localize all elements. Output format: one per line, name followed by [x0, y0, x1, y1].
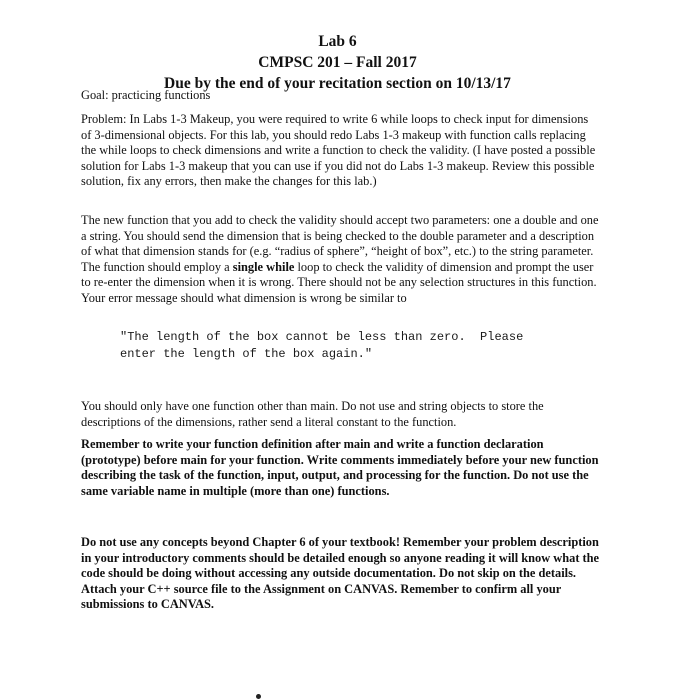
page-mark [256, 694, 261, 699]
code-line-1: "The length of the box cannot be less than zero. Please [120, 330, 524, 344]
single-while-emphasis: single while [232, 259, 295, 274]
course-title: CMPSC 201 – Fall 2017 [258, 54, 417, 71]
single-function-paragraph: You should only have one function other than main. Do not use and string objects to store the descriptions of the dimensions, rather send a literal constant to the function. [81, 399, 544, 429]
new-function-paragraph [81, 213, 601, 307]
due-date-heading: Due by the end of your recitation section on 10/13/17 [164, 75, 511, 92]
new-function-text-start: The new function that you add to check the validity should accept two parameters: one a double and one a string. You should send the dimension that is being checked to the double parameter and a description of what that dimension stands for (e.g. “radius of sphere”, “height of box”, etc.) to the string parameter. The function should employ a [81, 213, 599, 274]
new-function-text-end: loop to check the validity of dimension and prompt the user to re-enter the dimension when it is wrong. There should not be any selection structures in this function. Your error message should what dimension is wrong be similar to [81, 259, 597, 305]
goal-paragraph: Goal: practicing functions [81, 88, 211, 102]
error-message-example [120, 329, 600, 362]
lab-title: Lab 6 [318, 33, 357, 50]
restrictions-paragraph: Do not use any concepts beyond Chapter 6 of your textbook! Remember your problem description in your introductory comments should be detailed enough so anyone reading it will know what the code should be doing without accessing any outside documentation. Do not skip on the details. Attach your C++ source file to the Assignment on CANVAS. Remember to confirm all your submissions to CANVAS. [81, 535, 600, 612]
code-line-2: enter the length of the box again." [120, 346, 373, 361]
problem-paragraph: Problem: In Labs 1-3 Makeup, you were required to write 6 while loops to check input for dimensions of 3-dimensional objects. For this lab, you should redo Labs 1-3 makeup with function calls replacing the while loops to check dimensions and write a function to check the validity. (I have posted a possible solution for Labs 1-3 makeup that you can use if you did not do Labs 1-3 makeup. Review this possible solution, fix any errors, then make the changes for this lab.) [81, 112, 596, 189]
remember-paragraph: Remember to write your function definition after main and write a function declaration (prototype) before main for your function. Write comments immediately before your new function describing the task of the function, input, output, and processing for the function. Do not use the same variable name in multiple (more than one) functions. [81, 437, 599, 498]
